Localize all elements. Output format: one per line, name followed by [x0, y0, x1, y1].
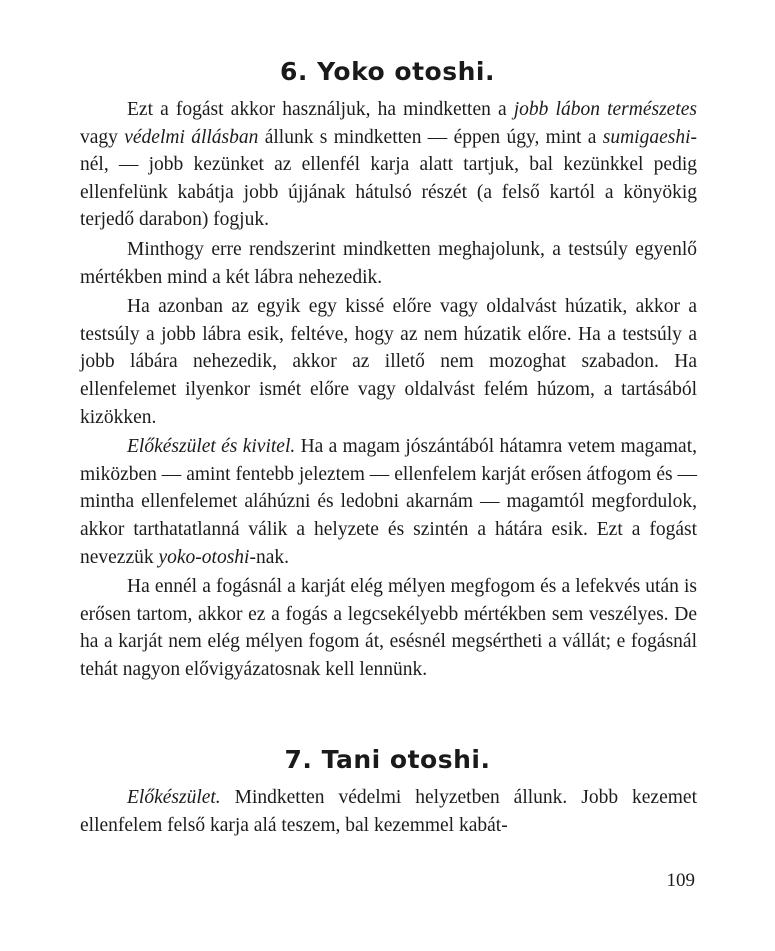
paragraph	[80, 236, 697, 291]
italic-term: Előkészület.	[127, 787, 221, 808]
italic-term: Előkészület és kivitel.	[127, 436, 296, 458]
text-run: Mindketten védelmi helyzetben állunk. Jobb kezemet ellenfelem felső karja alá teszem, bal kezemmel kabát-	[80, 787, 697, 836]
paragraph	[80, 784, 697, 839]
text-run: állunk s mindketten — éppen úgy, mint a	[258, 126, 603, 148]
paragraph	[80, 293, 697, 431]
text-run: Ezt a fogást akkor használjuk, ha mindketten a	[127, 99, 514, 120]
text-run: Ha a magam jószántából hátamra vetem magamat, miközben — amint fentebb jeleztem — ellenfelem karját erősen átfogom és — mintha ellenfelemet aláhúzni és ledobni akarnám — magamtól megfordulok, akkor tarthatatlanná válik a helyzete és szintén a hátára esik. Ezt a fogást nevezzük	[80, 436, 697, 568]
paragraph	[80, 96, 697, 234]
text-run: -nél, — jobb kezünket az ellenfél karja alatt tartjuk, bal kezünkkel pedig ellenfelünk kabátja jobb újjának hátulsó részét (a felső kartól a könyökig terjedő darabon) fogjuk.	[80, 126, 698, 231]
text-run: Ha ennél a fogásnál a karját elég mélyen megfogom és a lefekvés után is erősen tartom, akkor ez a fogás a legcsekélyebb mértékben sem veszélyes. De ha a karját nem elég mélyen fogom át, esésnél megsértheti a vállát; e fogásnál tehát nagyon elővigyázatosnak kell lennünk.	[80, 576, 697, 680]
italic-term: védelmi állásban	[124, 126, 259, 148]
italic-term: jobb lábon természetes	[513, 99, 697, 120]
text-run: vagy	[80, 126, 125, 148]
text-run: -nak.	[249, 546, 290, 568]
section-body-tani-otoshi	[80, 784, 697, 839]
italic-term: yoko-otoshi	[158, 546, 250, 568]
paragraph	[80, 573, 697, 683]
page-number: 109	[666, 870, 695, 891]
section-title-yoko-otoshi: 6. Yoko otoshi.	[280, 57, 495, 86]
paragraph	[80, 433, 697, 571]
text-run: Ha azonban az egyik egy kissé előre vagy oldalvást húzatik, akkor a testsúly a jobb lábra esik, feltéve, hogy az nem húzatik előre. Ha a testsúly a jobb lábára nehezedik, akkor az illető nem mozoghat szabadon. Ha ellenfelemet ilyenkor ismét előre vagy oldalvást felém húzom, a tartásából kizökken.	[80, 296, 697, 428]
section-title-tani-otoshi: 7. Tani otoshi.	[284, 745, 491, 774]
text-run: Minthogy erre rendszerint mindketten meghajolunk, a testsúly egyenlő mértékben mind a két lábra nehezedik.	[80, 238, 697, 288]
section-body-yoko-otoshi	[80, 96, 697, 683]
italic-term: sumigaeshi	[602, 126, 691, 148]
